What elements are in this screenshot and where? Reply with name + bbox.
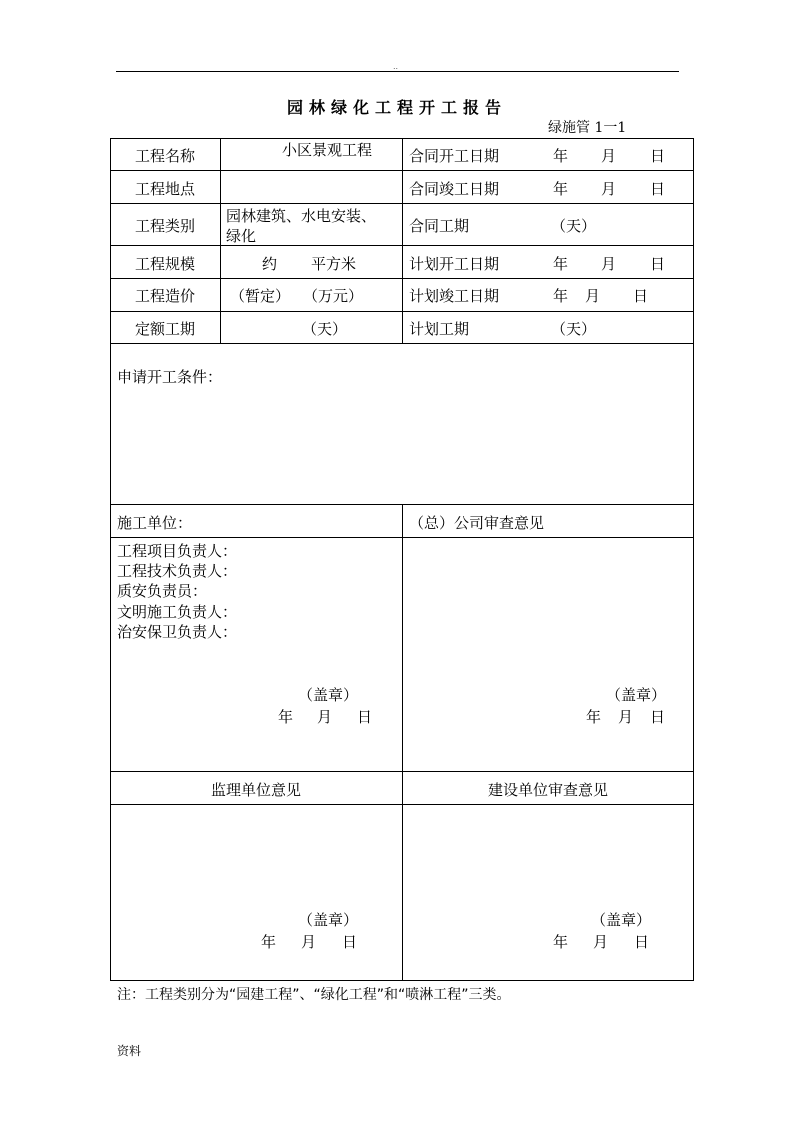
owner-date-month: 月 bbox=[593, 933, 609, 951]
col-divider bbox=[402, 138, 403, 344]
value-planned-duration: （天） bbox=[551, 320, 597, 338]
contractor-date-day: 日 bbox=[357, 708, 373, 726]
planned-end-month: 月 bbox=[585, 287, 601, 305]
value-cost-tentative: （暂定） bbox=[230, 287, 291, 305]
value-scale-approx: 约 bbox=[262, 255, 278, 273]
supervision-date-year: 年 bbox=[261, 933, 277, 951]
label-contract-end: 合同竣工日期 bbox=[409, 180, 500, 198]
supervision-seal: （盖章） bbox=[298, 911, 359, 929]
planned-end-day: 日 bbox=[633, 287, 649, 305]
planned-start-day: 日 bbox=[650, 255, 666, 273]
planned-start-month: 月 bbox=[601, 255, 617, 273]
label-planned-start: 计划开工日期 bbox=[409, 255, 500, 273]
page-footer: 资料 bbox=[117, 1044, 142, 1058]
label-planned-duration: 计划工期 bbox=[409, 320, 470, 338]
contract-start-month: 月 bbox=[601, 147, 617, 165]
company-date-year: 年 bbox=[586, 708, 602, 726]
label-project-cost: 工程造价 bbox=[134, 287, 195, 305]
label-quota-duration: 定额工期 bbox=[134, 320, 195, 338]
page-title: 园林绿化工程开工报告 bbox=[286, 98, 507, 117]
value-scale-unit: 平方米 bbox=[311, 255, 357, 273]
label-project-category: 工程类别 bbox=[134, 217, 195, 235]
company-date-month: 月 bbox=[618, 708, 634, 726]
label-contractor: 施工单位： bbox=[117, 514, 193, 532]
owner-date-day: 日 bbox=[634, 933, 650, 951]
value-project-name: 小区景观工程 bbox=[282, 141, 373, 159]
header-rule bbox=[116, 71, 679, 72]
value-contract-duration: （天） bbox=[551, 217, 597, 235]
contract-end-month: 月 bbox=[601, 180, 617, 198]
form-number: 绿施管 1一1 bbox=[548, 120, 627, 136]
label-start-conditions: 申请开工条件： bbox=[117, 368, 223, 386]
person-technical-lead: 工程技术负责人： bbox=[117, 562, 238, 580]
supervision-date-month: 月 bbox=[301, 933, 317, 951]
supervision-date-day: 日 bbox=[342, 933, 358, 951]
owner-date-year: 年 bbox=[553, 933, 569, 951]
label-project-name: 工程名称 bbox=[134, 147, 195, 165]
value-project-category-2: 绿化 bbox=[226, 227, 257, 245]
label-project-scale: 工程规模 bbox=[134, 255, 195, 273]
contract-end-day: 日 bbox=[650, 180, 666, 198]
person-project-manager: 工程项目负责人： bbox=[117, 542, 238, 560]
contractor-seal: （盖章） bbox=[298, 686, 359, 704]
company-date-day: 日 bbox=[650, 708, 666, 726]
planned-start-year: 年 bbox=[553, 255, 569, 273]
label-company-review: （总）公司审查意见 bbox=[409, 514, 545, 532]
person-civilized-construction: 文明施工负责人： bbox=[117, 603, 238, 621]
footnote: 注：工程类别分为“园建工程”、“绿化工程”和“喷淋工程”三类。 bbox=[117, 987, 511, 1003]
person-security: 治安保卫负责人： bbox=[117, 623, 238, 641]
contract-start-year: 年 bbox=[553, 147, 569, 165]
owner-seal: （盖章） bbox=[591, 911, 652, 929]
value-cost-unit: （万元） bbox=[303, 287, 364, 305]
planned-end-year: 年 bbox=[553, 287, 569, 305]
label-planned-end: 计划竣工日期 bbox=[409, 287, 500, 305]
contractor-date-year: 年 bbox=[278, 708, 294, 726]
person-quality-safety: 质安负责员： bbox=[117, 582, 208, 600]
header-dots: .. bbox=[393, 62, 399, 71]
col-divider bbox=[402, 504, 403, 981]
label-owner-review: 建设单位审查意见 bbox=[487, 781, 608, 799]
contract-start-day: 日 bbox=[650, 147, 666, 165]
contractor-date-month: 月 bbox=[317, 708, 333, 726]
company-seal: （盖章） bbox=[606, 686, 667, 704]
value-project-category-1: 园林建筑、水电安装、 bbox=[226, 207, 377, 225]
col-divider bbox=[220, 138, 221, 344]
label-contract-start: 合同开工日期 bbox=[409, 147, 500, 165]
label-supervision-opinion: 监理单位意见 bbox=[210, 781, 301, 799]
label-project-location: 工程地点 bbox=[134, 180, 195, 198]
value-quota-duration: （天） bbox=[302, 320, 348, 338]
contract-end-year: 年 bbox=[553, 180, 569, 198]
label-contract-duration: 合同工期 bbox=[409, 217, 470, 235]
